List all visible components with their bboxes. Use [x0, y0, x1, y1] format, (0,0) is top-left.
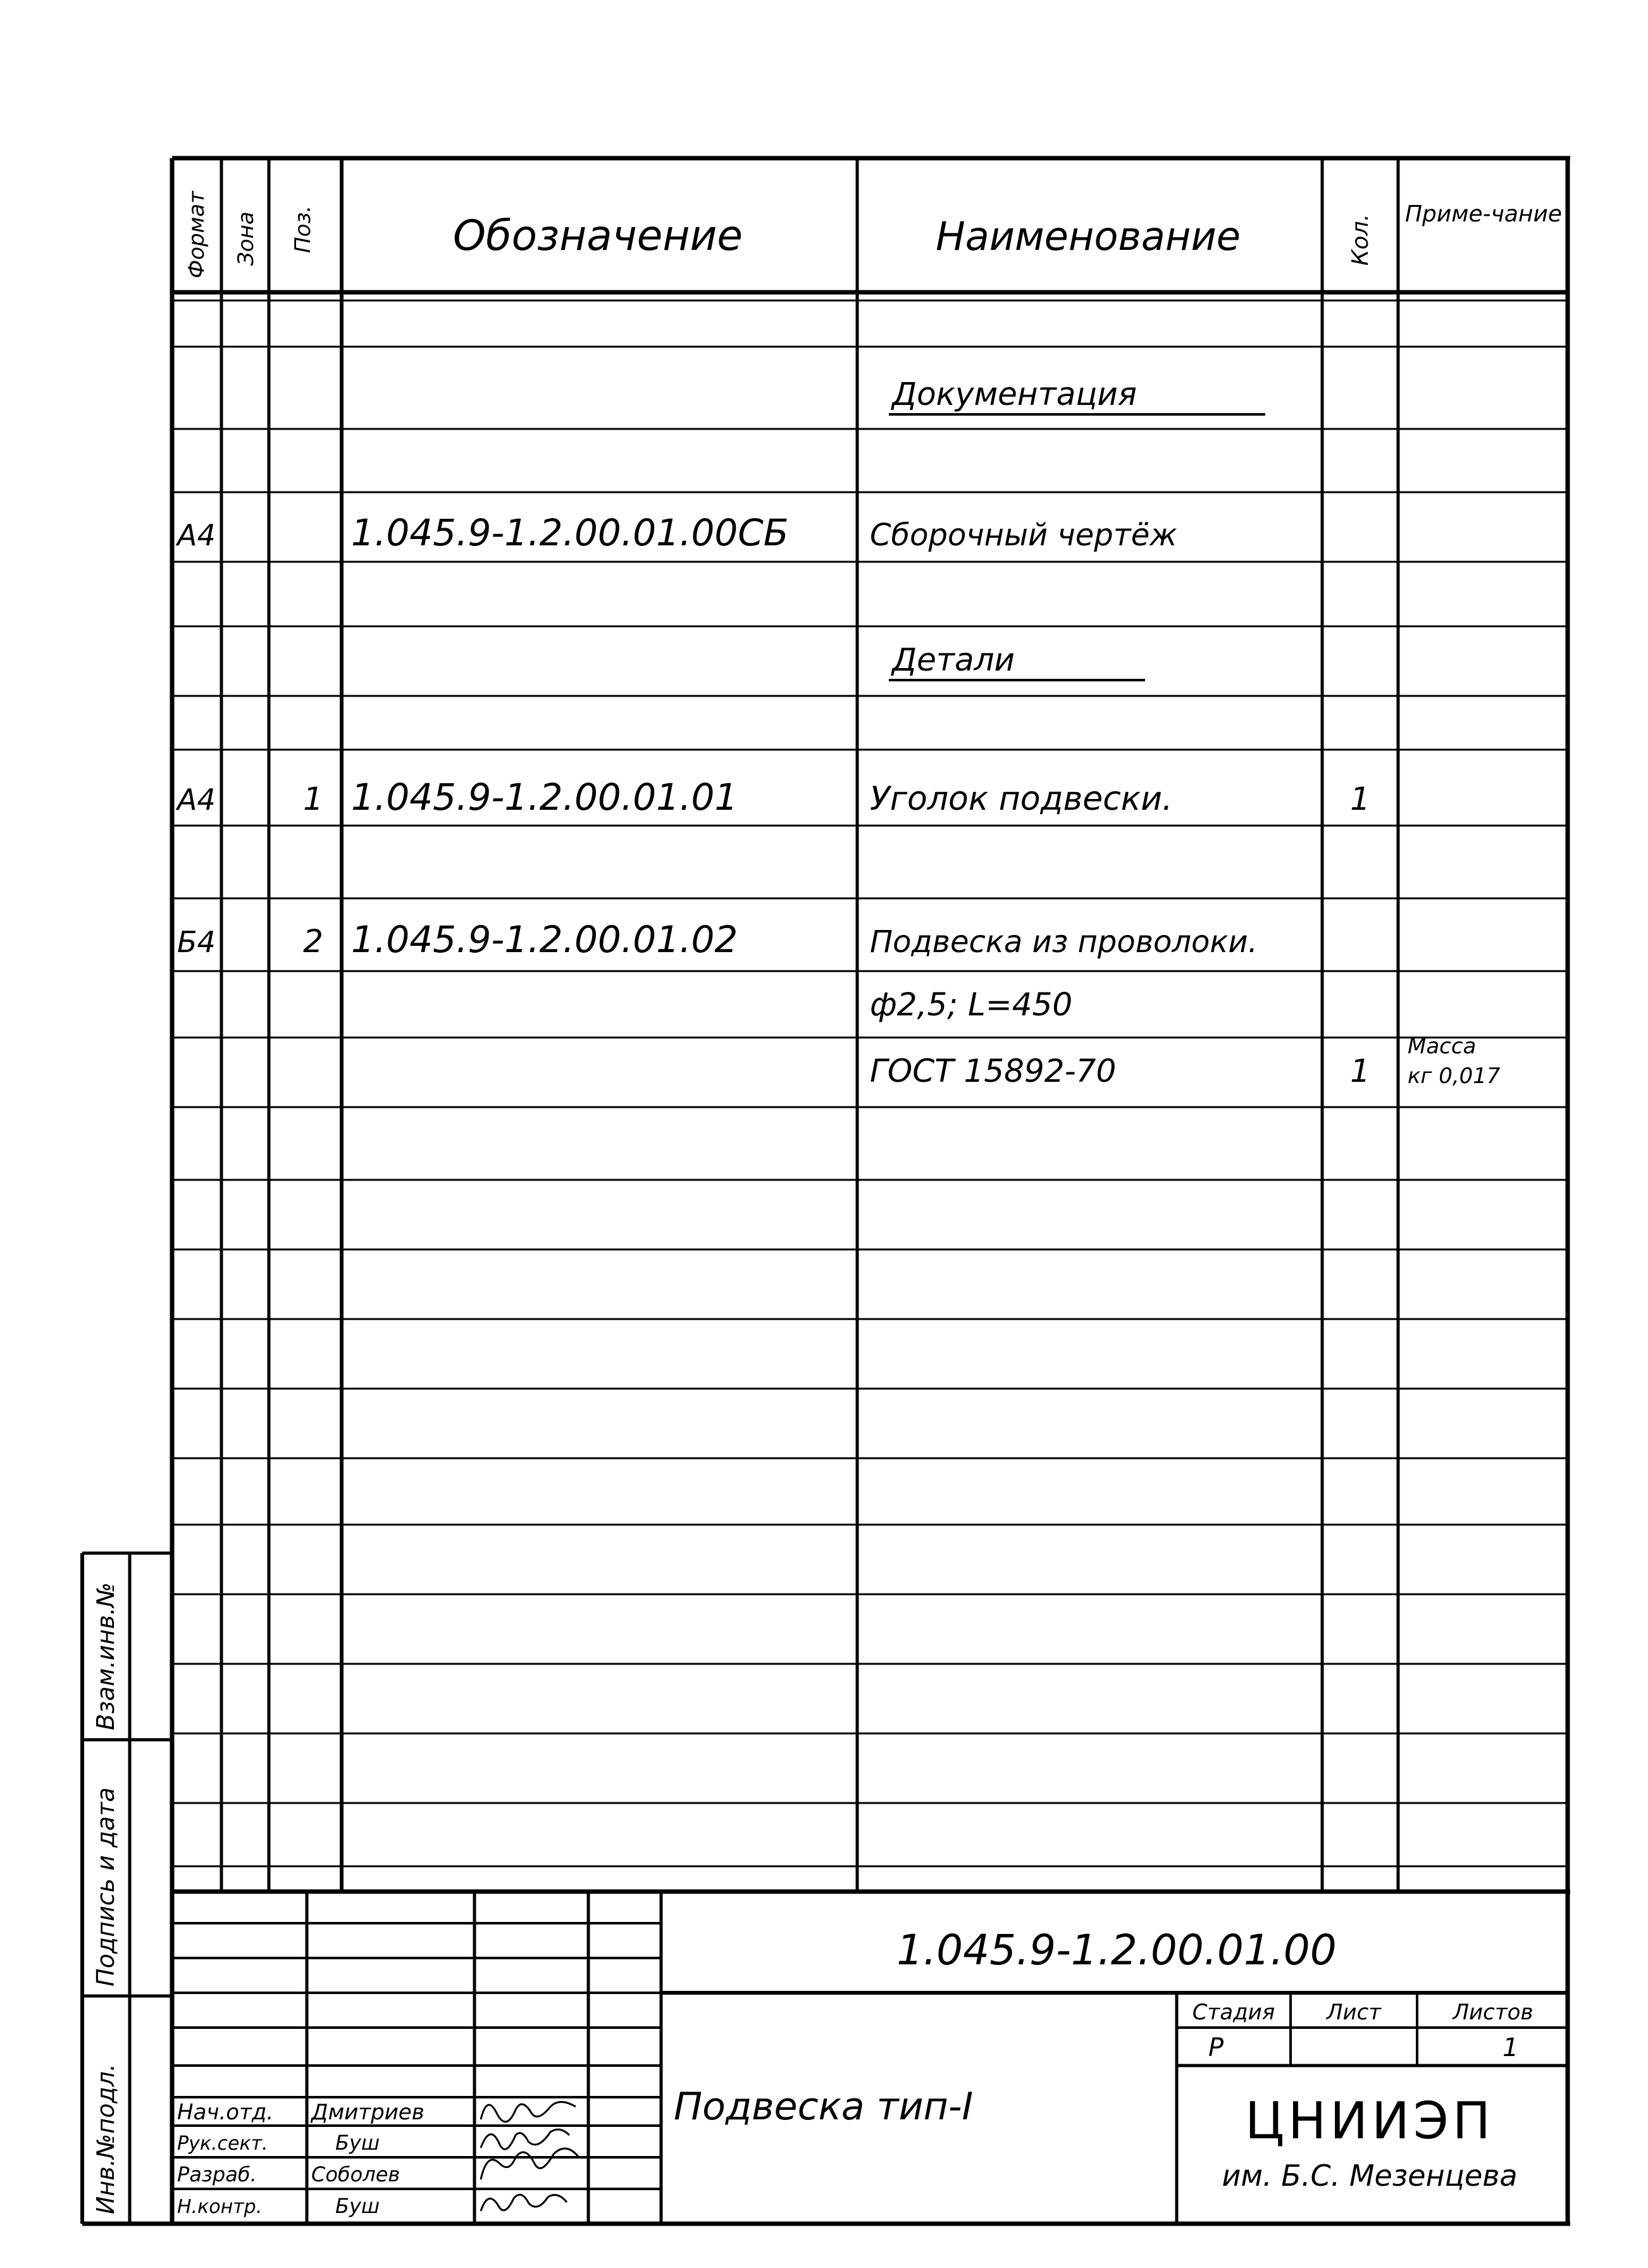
stage-label: Стадия — [1192, 2000, 1275, 2025]
header-zone: Зона — [233, 211, 259, 266]
header-position: Поз. — [290, 205, 316, 253]
cell-name: Сборочный чертёж — [870, 517, 1177, 553]
table-row — [177, 918, 1501, 1089]
cell-position: 1 — [303, 781, 323, 817]
table-row — [175, 776, 1370, 819]
signature-scribble — [481, 2102, 576, 2122]
sheets-value: 1 — [1502, 2033, 1519, 2062]
header-name: Наименование — [936, 213, 1241, 259]
signature-row — [177, 2100, 576, 2125]
document-code: 1.045.9-1.2.00.01.00 — [896, 1926, 1337, 1974]
table-header — [184, 190, 1562, 278]
cell-quantity: 1 — [1350, 1053, 1370, 1089]
cell-format: Б4 — [177, 925, 216, 959]
signature-name: Соболев — [311, 2162, 400, 2186]
signature-role: Н.контр. — [177, 2196, 263, 2218]
sheets-label: Листов — [1453, 2000, 1533, 2025]
cell-name: Уголок подвески. — [870, 780, 1173, 818]
sheet-label: Лист — [1326, 2000, 1382, 2025]
cell-format: А4 — [177, 518, 216, 552]
cell-name: Подвеска из проволоки. — [870, 924, 1258, 960]
section-documentation: Документация — [892, 376, 1137, 412]
cell-position: 2 — [303, 923, 323, 960]
cell-note-line2: кг 0,017 — [1408, 1063, 1501, 1089]
stage-value: Р — [1208, 2033, 1224, 2062]
cell-designation: 1.045.9-1.2.00.01.00СБ — [351, 511, 789, 554]
title-block — [172, 1892, 1568, 2224]
signature-name: Буш — [335, 2194, 380, 2218]
signature-row — [177, 2194, 567, 2218]
side-stamp-inv-podl: Инв.№подл. — [92, 2063, 120, 2214]
table-row — [175, 511, 1177, 554]
signature-scribble — [481, 2148, 579, 2179]
table-row-lines — [172, 347, 1568, 1866]
signature-scribble — [481, 2195, 567, 2211]
cell-format: А4 — [177, 783, 216, 817]
signature-role: Нач.отд. — [177, 2100, 274, 2125]
header-note: Приме-чание — [1404, 201, 1563, 227]
cell-note-line1: Масса — [1408, 1034, 1477, 1059]
cell-name-line3: ГОСТ 15892-70 — [870, 1053, 1117, 1089]
signature-name: Буш — [335, 2131, 380, 2155]
header-designation: Обозначение — [453, 211, 743, 260]
org-subtitle: им. Б.С. Мезенцева — [1222, 2159, 1518, 2193]
side-stamp-vzam-inv: Взам.инв.№ — [92, 1582, 120, 1730]
side-stamp — [82, 1553, 172, 2224]
signature-scribble — [481, 2129, 569, 2149]
signature-name: Дмитриев — [311, 2100, 424, 2125]
cell-designation: 1.045.9-1.2.00.01.02 — [351, 918, 738, 961]
org-name: ЦНИИЭП — [1245, 2091, 1494, 2150]
signature-role: Рук.сект. — [177, 2133, 268, 2155]
side-stamp-podpis-data: Подпись и дата — [92, 1787, 120, 1986]
specification-table — [172, 158, 1570, 1892]
signature-row — [177, 2129, 569, 2155]
header-format: Формат — [184, 191, 209, 278]
cell-designation: 1.045.9-1.2.00.01.01 — [351, 776, 738, 819]
table-column-lines — [221, 158, 1398, 1892]
cell-name-line2: ф2,5; L=450 — [870, 986, 1073, 1023]
section-parts: Детали — [892, 641, 1015, 678]
document-title: Подвеска тип-I — [674, 2085, 974, 2129]
cell-quantity: 1 — [1350, 781, 1370, 817]
header-quantity: Кол. — [1348, 213, 1373, 266]
signature-role: Разраб. — [177, 2162, 257, 2186]
